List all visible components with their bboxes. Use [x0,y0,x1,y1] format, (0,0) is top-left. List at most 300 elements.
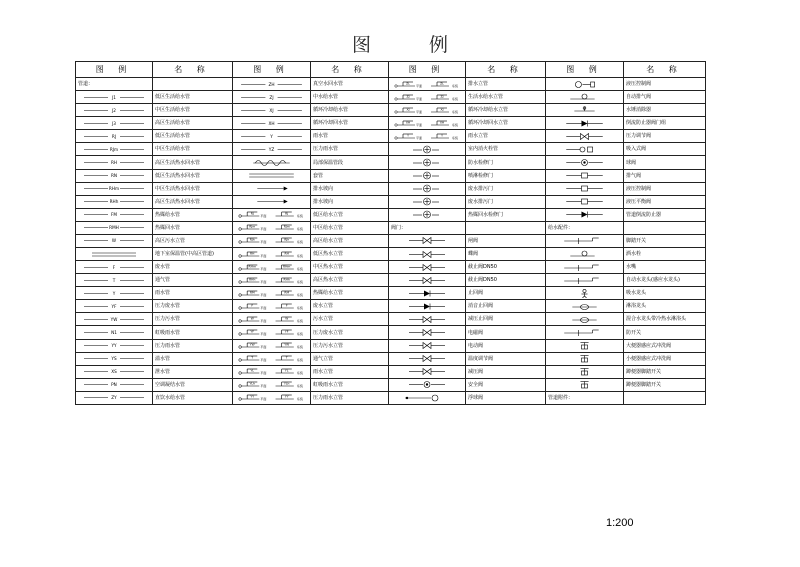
name-cell: 排水坡向 [311,195,389,208]
symbol-label: 系统 [296,358,303,363]
symbol-cell [233,313,311,326]
symbol-label: 系统 [451,122,459,127]
symbol-cell [233,234,311,247]
wave-icon [235,158,308,167]
empty-cell [624,391,706,404]
name-cell: 污水立管 [311,313,389,326]
symbol-label: RHm [283,264,291,269]
table-row [76,365,706,378]
name-cell: 热媒给水立管 [311,287,389,300]
check-icon [391,289,463,298]
symbol-cell [233,352,311,365]
symbol-label: 平面 [260,332,267,337]
symbol-label: XJ [406,107,410,112]
symbol-label: W [111,238,117,244]
symbol-cell [389,169,466,182]
name-cell: 混合水龙头带冷热水淋浴头 [624,313,706,326]
table-row [76,339,706,352]
name-cell: 循环冷却回水管 [311,117,389,130]
symbol-cell [389,365,466,378]
symbol-label: 系统 [451,135,459,140]
pipe-line-icon [78,223,150,232]
symbol-label: YS [111,356,117,362]
pipe-line-icon [78,236,150,245]
symbol-cell [76,326,153,339]
symbol-label: 平面 [415,109,423,114]
riser-pipe-icon [391,132,463,141]
symbol-label: ZH [268,81,275,87]
symbol-cell [233,378,311,391]
pipe-line-icon [78,276,150,285]
name-cell: 大便器感应式冲洗阀 [624,339,706,352]
symbol-label: 系统 [296,371,303,376]
riser-pipe-icon [391,80,463,89]
symbol-label: RHh [109,199,119,205]
legend-table [75,61,706,405]
tap-icon [548,236,621,245]
symbol-cell [76,104,153,117]
name-cell: 压力污水管 [153,313,233,326]
symbol-label: RHm [248,264,256,269]
stack-icon [548,354,621,363]
dline-icon [78,250,150,259]
name-cell: 高区生活热水回水管 [153,156,233,169]
pipe-line-icon [78,106,150,115]
symbol-label: YW [110,316,118,322]
name-cell: 高区给水立管 [311,234,389,247]
symbol-label: 平面 [260,397,267,402]
name-cell: 蝶阀 [466,248,546,261]
riser-pipe-icon [235,250,308,259]
symbol-cell [546,352,624,365]
symbol-label: RM [284,290,290,295]
riser-pipe-icon [235,367,308,376]
symbol-cell [546,130,624,143]
bfly-icon [548,145,621,154]
name-cell: 生活水给水立管 [466,91,546,104]
symbol-cell [546,234,624,247]
symbol-cell [546,313,624,326]
symbol-cell [233,326,311,339]
table-row [76,326,706,339]
symbol-label: ZY [111,395,117,401]
name-cell: 循环冷却回水立管 [466,117,546,130]
name-cell: 直饮水给水管 [153,391,233,404]
name-cell: 虹吸雨水管 [153,326,233,339]
symbol-cell [546,195,624,208]
gate-icon [391,276,463,285]
name-cell: 温度调节阀 [466,352,546,365]
symbol-label: Y [270,133,273,139]
circle-icon [391,145,463,154]
symbol-cell [546,182,624,195]
name-cell: 热媒给水管 [153,208,233,221]
symbol-label: N1 [111,330,117,336]
check-icon [548,210,621,219]
symbol-label: 系统 [296,345,303,350]
symbol-cell [233,261,311,274]
symbol-label: XJ [269,107,274,113]
name-cell: 吸水龙头 [624,287,706,300]
symbol-label: 系统 [296,305,303,310]
table-row [76,208,706,221]
symbol-label: 平面 [415,135,423,140]
plug-icon [548,184,621,193]
empty-cell [624,221,706,234]
name-cell: 喷淋检修门 [466,169,546,182]
symbol-cell [389,326,466,339]
symbol-cell [76,143,153,156]
name-cell: 空调凝结水管 [153,378,233,391]
symbol-cell [389,300,466,313]
riser-pipe-icon [235,289,308,298]
pipe-line-icon [78,93,150,102]
pipe-line-icon [78,315,150,324]
symbol-label: 系统 [451,109,459,114]
name-cell: 蹲便器脚踏开关 [624,378,706,391]
pipe-line-icon [78,341,150,350]
symbol-cell [76,91,153,104]
symbol-label: T [112,277,116,283]
symbol-cell [76,287,153,300]
table-row [76,221,706,234]
name-cell: 低区热水立管 [311,248,389,261]
symbol-cell [76,378,153,391]
name-cell: 电磁阀 [466,326,546,339]
symbol-label: 系统 [296,384,303,389]
symbol-label: J1 [112,94,116,100]
symbol-label: YL [284,368,289,373]
name-cell: 水锤消除器 [624,104,706,117]
name-cell: 止回阀 [466,287,546,300]
pipe-line-icon [78,210,150,219]
riser-pipe-icon [235,393,308,402]
name-cell: 循环冷却给水管 [311,104,389,117]
float-icon [391,393,463,402]
name-cell: 通气立管 [311,352,389,365]
symbol-cell [233,104,311,117]
symbol-cell [76,195,153,208]
symbol-label: RH [284,251,289,256]
symbol-cell [546,104,624,117]
symbol-cell [233,78,311,91]
gate-icon [391,354,463,363]
header-row [76,62,706,78]
name-cell: 排气阀 [624,169,706,182]
name-cell: 脚踏开关 [624,234,706,247]
symbol-cell [233,221,311,234]
symbol-cell [76,365,153,378]
name-cell: 低区生活热水回水管 [153,169,233,182]
table-row [76,104,706,117]
circle-icon [391,210,463,219]
pipe-line-icon [78,171,150,180]
symbol-cell [546,248,624,261]
symbol-label: RJh [284,237,290,242]
symbol-label: 平面 [260,371,267,376]
legend-body [76,78,706,405]
pipe-line-icon [78,119,150,128]
symbol-cell [389,78,466,91]
gate-icon [391,328,463,337]
symbol-label: 平面 [260,305,267,310]
name-cell: 洒水栓 [624,248,706,261]
symbol-label: 系统 [296,292,303,297]
pipe-line-icon [235,119,308,128]
name-cell: 液压控制阀 [624,182,706,195]
symbol-label: J2 [112,107,116,113]
table-row [76,234,706,247]
symbol-cell [389,208,466,221]
symbol-cell [389,313,466,326]
symbol-label: ZJ [406,94,410,99]
pipe-line-icon [78,197,150,206]
symbol-cell [389,104,466,117]
name-cell: 中区热水立管 [311,261,389,274]
symbol-cell [546,326,624,339]
riser-pipe-icon [235,341,308,350]
name-cell: 压力污水立管 [311,339,389,352]
header-cell: 名 称 [624,62,706,78]
symbol-cell [76,169,153,182]
pipe-line-icon [235,145,308,154]
name-cell: 压力雨水管 [153,339,233,352]
circle-icon [391,197,463,206]
arrow-icon [235,197,308,206]
pipe-line-icon [78,158,150,167]
symbol-cell [389,130,466,143]
table-row [76,352,706,365]
symbol-cell [546,78,624,91]
name-cell: 球阀 [624,156,706,169]
symbol-label: J3 [112,120,116,126]
symbol-label: F [285,303,288,308]
symbol-cell [76,234,153,247]
stack-icon [548,380,621,389]
plug-icon [548,171,621,180]
symbol-label: RJm [283,224,290,229]
name-cell: 截止阀DN50 [466,261,546,274]
symbol-cell [76,274,153,287]
name-cell: 水嘴 [624,261,706,274]
name-cell: 减压止回阀 [466,313,546,326]
symbol-label: YY [284,394,289,399]
symbol-cell [233,339,311,352]
meter-icon [548,80,621,89]
symbol-label: RHm [108,186,120,192]
header-cell: 名 称 [311,62,389,78]
symbol-cell [389,287,466,300]
symbol-label: 平面 [260,384,267,389]
symbol-label: ZJ [269,94,274,100]
header-cell: 名 称 [466,62,546,78]
name-cell: 通气管 [153,274,233,287]
shower-icon [548,302,621,311]
name-cell: 雨水管 [311,130,389,143]
pipe-line-icon [78,289,150,298]
name-cell: 中区给水立管 [311,221,389,234]
name-cell: 淋浴龙头 [624,300,706,313]
symbol-label: W [285,316,289,321]
symbol-label: 系统 [296,332,303,337]
symbol-label: 平面 [415,122,423,127]
name-cell: 废水排污门 [466,195,546,208]
riser-pipe-icon [391,119,463,128]
riser-pipe-icon [391,106,463,115]
symbol-label: 系统 [296,397,303,402]
symbol-cell [546,274,624,287]
pipe-line-icon [235,106,308,115]
name-cell: 虹吸雨水立管 [311,378,389,391]
symbol-cell [546,261,624,274]
name-cell: 高区污水立管 [153,234,233,247]
symbol-cell [389,274,466,287]
name-cell: 热媒回水管 [153,221,233,234]
circle-icon [391,158,463,167]
symbol-cell [389,91,466,104]
symbol-label: Y [112,290,116,296]
symbol-cell [76,352,153,365]
tap-icon [548,263,621,272]
symbol-label: XH [405,120,411,125]
gate-icon [391,236,463,245]
symbol-cell [546,91,624,104]
symbol-cell [76,221,153,234]
table-row [76,300,706,313]
gate-icon [391,315,463,324]
table-row [76,91,706,104]
symbol-label: RJ [285,211,289,216]
symbol-label: 系统 [296,240,303,245]
symbol-label: W [250,316,254,321]
name-cell: 泄水管 [153,365,233,378]
tee-icon [548,106,621,115]
check-icon [391,302,463,311]
symbol-cell [546,300,624,313]
symbol-cell [389,156,466,169]
name-cell: 浮球阀 [466,391,546,404]
symbol-cell [233,117,311,130]
name-cell: 真空水回水管 [311,78,389,91]
symbol-cell [389,378,466,391]
symbol-label: 平面 [415,83,423,88]
symbol-cell [76,117,153,130]
symbol-label: YF [250,329,255,334]
symbol-label: YY [111,343,117,349]
symbol-cell [389,143,466,156]
gate-icon [548,132,621,141]
ball-icon [548,158,621,167]
riser-pipe-icon [235,302,308,311]
symbol-cell [233,391,311,404]
empty-cell [466,221,546,234]
symbol-cell [76,156,153,169]
pipe-line-icon [235,80,308,89]
symbol-label: ZL [406,81,410,86]
table-row [76,130,706,143]
symbol-label: RJm [109,146,119,152]
name-cell: 循环冷却给水立管 [466,104,546,117]
table-row [76,182,706,195]
name-cell: 中区生活给水管 [153,104,233,117]
name-cell: 管道倒流防止器 [624,208,706,221]
stack-icon [548,341,621,350]
symbol-label: XJ [440,107,444,112]
empty-cell [153,78,233,91]
symbol-cell [389,117,466,130]
check-icon [548,119,621,128]
valve2-icon [548,250,621,259]
name-cell: 压力废水管 [153,300,233,313]
symbol-label: YLh [249,381,255,386]
symbol-label: T [251,355,254,360]
name-cell: 中水给水管 [311,91,389,104]
symbol-label: Y [441,133,443,138]
name-cell: 压力雨水管 [311,143,389,156]
symbol-label: 平面 [260,227,267,232]
symbol-label: YZ [268,146,275,152]
circle-icon [391,171,463,180]
symbol-cell [76,182,153,195]
symbol-label: RMH [109,225,119,231]
symbol-cell [233,195,311,208]
pipe-line-icon [78,184,150,193]
riser-pipe-icon [235,236,308,245]
symbol-cell [546,169,624,182]
symbol-label: 平面 [260,318,267,323]
symbol-label: 系统 [296,227,303,232]
symbol-cell [76,391,153,404]
name-cell: 小便器感应式冲洗阀 [624,352,706,365]
name-cell: 低区生活给水管 [153,130,233,143]
symbol-cell [546,365,624,378]
symbol-label: RH [250,251,255,256]
symbol-cell [76,339,153,352]
riser-pipe-icon [391,93,463,102]
name-cell: 吸入式阀 [624,143,706,156]
name-cell: 安全阀 [466,378,546,391]
symbol-cell [76,208,153,221]
symbol-cell [233,156,311,169]
name-cell: 废水管 [153,261,233,274]
symbol-cell [546,339,624,352]
name-cell: 雨水管 [153,287,233,300]
symbol-cell [389,182,466,195]
symbol-label: XS [111,369,117,375]
symbol-label: YF [284,329,289,334]
symbol-cell [233,143,311,156]
name-cell: 雨水立管 [311,365,389,378]
riser-pipe-icon [235,210,308,219]
symbol-label: PN [111,382,117,388]
name-cell: 地下室保温管(中高区管道) [153,248,233,261]
name-cell: 防水检修门 [466,156,546,169]
symbol-label: 系统 [451,83,459,88]
pipe-line-icon [78,302,150,311]
table-row [76,261,706,274]
ball-icon [391,380,463,389]
symbol-cell [233,274,311,287]
name-cell: 防开关 [624,326,706,339]
pipe-line-icon [78,380,150,389]
header-cell: 图 例 [389,62,466,78]
symbol-cell [389,352,466,365]
name-cell: 排水坡向 [311,182,389,195]
symbol-label: YY [250,394,255,399]
name-cell: 溢水管 [153,352,233,365]
tap-icon [548,328,621,337]
name-cell: 高区热水立管 [311,274,389,287]
